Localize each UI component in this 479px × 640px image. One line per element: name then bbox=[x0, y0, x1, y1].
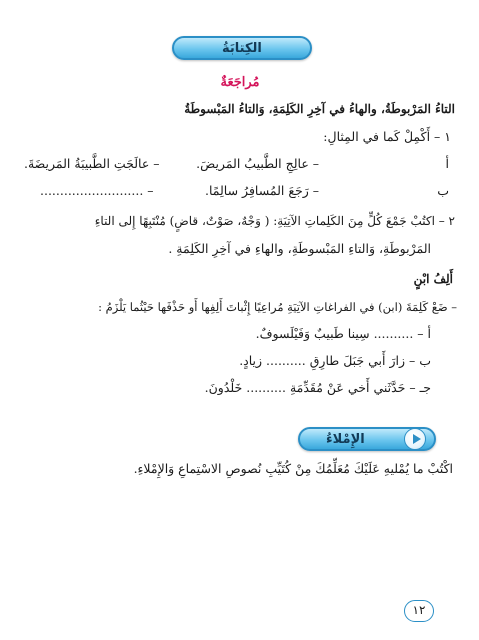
writing-header-title: الكِتابَةُ bbox=[222, 41, 262, 56]
section-heading: التاءُ المَرْبوطَةُ، والهاءُ في آخِرِ الكَلِمَةِ، وَالتاءُ المَبْسوطَةُ bbox=[184, 102, 455, 116]
exercise1-row-a-label: أ bbox=[445, 156, 449, 171]
exercise2-line1: ٢ – اكتُبْ جَمْعَ كُلٍّ مِنَ الكَلِماتِ الآتِيَةِ: ( وَجْهٌ، صَوْتٌ، قاضٍ) مُنْتَبِهًا إِلى التاءِ bbox=[94, 214, 455, 228]
alif-exercise-item-a: أ – .......... سِينا طَبيبٌ وَفَيْلَسوفٌ. bbox=[255, 326, 431, 341]
alif-exercise-item-c: جـ – حَدَّثَني أَخي عَنْ مُقَدِّمَةِ .......... خَلْدُونَ. bbox=[204, 380, 431, 395]
review-title: مُراجَعَةٌ bbox=[220, 75, 260, 90]
exercise1-row-a-left: – عالِجِ الطَّبيبُ المَريضَ. bbox=[196, 156, 319, 171]
exercise1-row-b-right: – .......................... bbox=[40, 183, 154, 198]
dictation-header-pill bbox=[298, 427, 436, 451]
dictation-instruction: اكْتُبْ ما يُمْليهِ عَلَيْكَ مُعَلِّمُكَ مِنْ كُتَيِّبِ نُصوصِ الاسْتِماعِ وَالإِمْلاءِ. bbox=[133, 461, 453, 476]
play-icon[interactable] bbox=[404, 428, 426, 450]
exercise2-line2: المَرْبوطَةِ، وَالتاءِ المَبْسوطَةِ، والهاءِ في آخِرِ الكَلِمَةِ . bbox=[168, 241, 431, 256]
exercise1-row-b-label: ب bbox=[437, 183, 449, 198]
dictation-header-title: الإِمْلاءُ bbox=[326, 432, 365, 447]
writing-header-pill bbox=[172, 36, 312, 60]
exercise1-row-a-right: – عالَجَتِ الطَّبيبَةُ المَريضَةَ. bbox=[24, 156, 160, 171]
alif-exercise-item-b: ب – زارَ أَبي جَبَلَ طارِقِ .......... زيادٍ. bbox=[239, 353, 431, 368]
exercise1-prompt: ١ – أَكْمِلْ كَما في المِثالِ: bbox=[323, 129, 451, 144]
page-number: ١٢ bbox=[404, 600, 434, 622]
alif-exercise-prompt: – ضَعْ كَلِمَةَ (ابن) في الفراغاتِ الآتِيَةِ مُراعِيًا إِثْباتَ أَلِفِها أَو حَذْفَها حَيْثُما يَلْزَمُ : bbox=[98, 300, 457, 314]
exercise1-row-b-left: – رَجَعَ المُسافِرُ سالِمًا. bbox=[204, 183, 319, 198]
alif-heading: أَلِفُ ابْنٍ bbox=[413, 272, 453, 286]
